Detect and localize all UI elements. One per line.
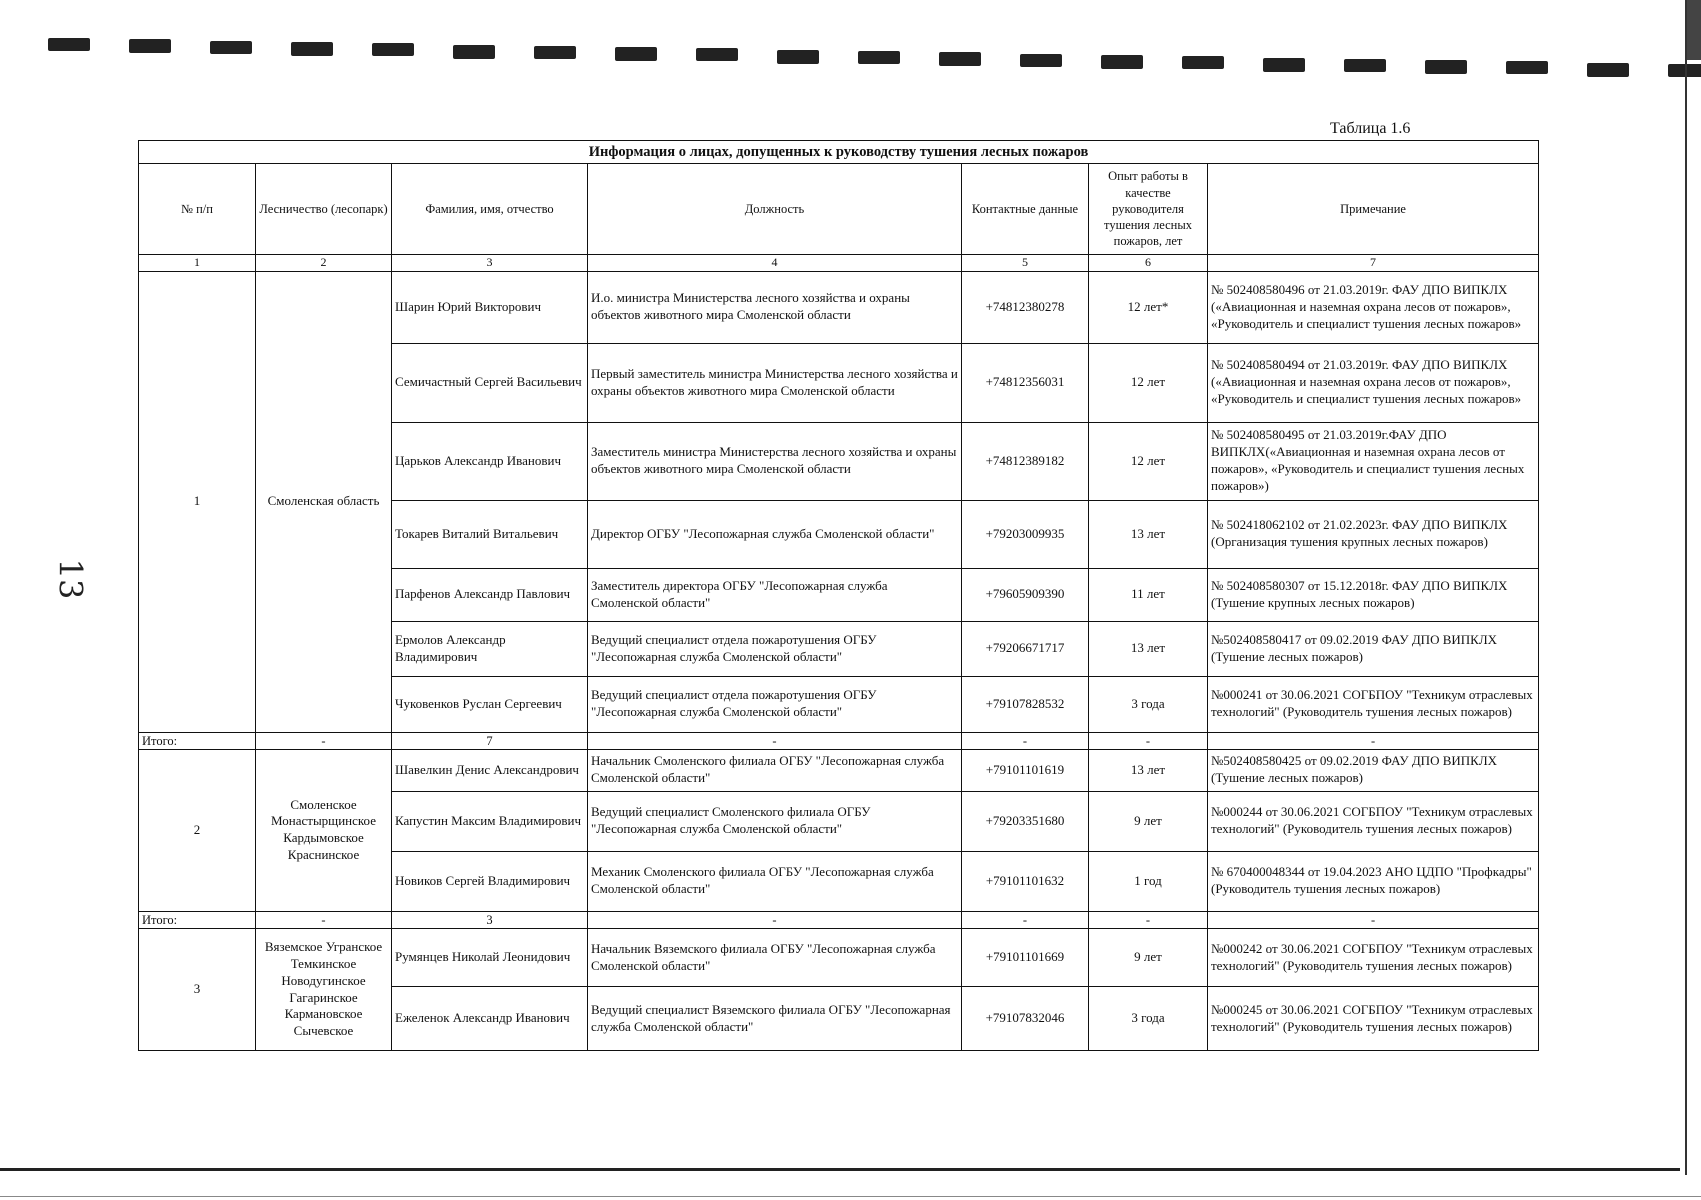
column-number-row xyxy=(139,255,1539,272)
person-experience: 13 лет xyxy=(1089,621,1208,676)
group-forestry: Смоленская область xyxy=(256,271,392,732)
col-number: 4 xyxy=(588,255,962,272)
scan-hole xyxy=(696,48,738,61)
header-position: Должность xyxy=(588,164,962,255)
total-row xyxy=(139,732,1539,749)
total-cell: - xyxy=(256,732,392,749)
person-phone: +79101101619 xyxy=(962,749,1089,791)
total-cell: - xyxy=(962,732,1089,749)
total-cell: - xyxy=(962,911,1089,928)
person-phone: +79107828532 xyxy=(962,676,1089,732)
person-position: Ведущий специалист Вяземского филиала ОГБУ "Лесопожарная служба Смоленской области" xyxy=(588,987,962,1051)
person-position: Первый заместитель министра Министерства лесного хозяйства и охраны объектов животного мира Смоленской области xyxy=(588,343,962,422)
person-position: Ведущий специалист отдела пожаротушения ОГБУ "Лесопожарная служба Смоленской области" xyxy=(588,621,962,676)
scan-hole xyxy=(1101,55,1143,69)
total-label: Итого: xyxy=(139,732,256,749)
col-number: 1 xyxy=(139,255,256,272)
person-experience: 13 лет xyxy=(1089,500,1208,568)
person-phone: +74812380278 xyxy=(962,271,1089,343)
group-forestry: Вяземское Угранское Темкинское Новодугинское Гагаринское Кармановское Сычевское xyxy=(256,929,392,1051)
scan-hole xyxy=(615,47,657,61)
col-number: 3 xyxy=(392,255,588,272)
scan-hole xyxy=(1182,56,1224,69)
scan-bottom-line xyxy=(0,1168,1680,1171)
person-position: Механик Смоленского филиала ОГБУ "Лесопожарная служба Смоленской области" xyxy=(588,851,962,911)
person-experience: 9 лет xyxy=(1089,791,1208,851)
person-experience: 12 лет xyxy=(1089,422,1208,500)
person-name: Токарев Виталий Витальевич xyxy=(392,500,588,568)
scan-right-edge xyxy=(1685,0,1687,1175)
total-cell: - xyxy=(1089,911,1208,928)
scan-hole xyxy=(453,45,495,59)
person-experience: 3 года xyxy=(1089,676,1208,732)
col-number: 2 xyxy=(256,255,392,272)
scan-hole xyxy=(534,46,576,59)
total-row xyxy=(139,911,1539,928)
person-name: Царьков Александр Иванович xyxy=(392,422,588,500)
person-experience: 1 год xyxy=(1089,851,1208,911)
person-position: И.о. министра Министерства лесного хозяйства и охраны объектов животного мира Смоленской области xyxy=(588,271,962,343)
person-phone: +79101101632 xyxy=(962,851,1089,911)
responsible-persons-table xyxy=(138,140,1539,1051)
total-cell: - xyxy=(1208,911,1539,928)
table-row xyxy=(139,271,1539,343)
total-label: Итого: xyxy=(139,911,256,928)
scan-hole-strip xyxy=(48,38,1688,86)
person-phone: +79203009935 xyxy=(962,500,1089,568)
person-name: Капустин Максим Владимирович xyxy=(392,791,588,851)
person-phone: +79605909390 xyxy=(962,568,1089,621)
person-note: № 502408580496 от 21.03.2019г. ФАУ ДПО ВИПКЛХ («Авиационная и наземная охрана лесов от пожаров», «Руководитель и специалист тушения лесных пожаров» xyxy=(1208,271,1539,343)
col-number: 5 xyxy=(962,255,1089,272)
person-note: № 502408580494 от 21.03.2019г. ФАУ ДПО ВИПКЛХ («Авиационная и наземная охрана лесов от пожаров», «Руководитель и специалист тушения лесных пожаров» xyxy=(1208,343,1539,422)
person-experience: 13 лет xyxy=(1089,749,1208,791)
scan-hole xyxy=(1587,63,1629,77)
person-name: Ермолов Александр Владимирович xyxy=(392,621,588,676)
person-note: №000245 от 30.06.2021 СОГБПОУ "Техникум отраслевых технологий" (Руководитель тушения лесных пожаров) xyxy=(1208,987,1539,1051)
person-experience: 9 лет xyxy=(1089,929,1208,987)
col-number: 7 xyxy=(1208,255,1539,272)
scan-hole xyxy=(777,50,819,64)
table-title: Информация о лицах, допущенных к руководству тушения лесных пожаров xyxy=(139,141,1539,164)
person-name: Чуковенков Руслан Сергеевич xyxy=(392,676,588,732)
page-number: 13 xyxy=(51,558,90,600)
person-position: Начальник Вяземского филиала ОГБУ "Лесопожарная служба Смоленской области" xyxy=(588,929,962,987)
person-note: №000242 от 30.06.2021 СОГБПОУ "Техникум отраслевых технологий" (Руководитель тушения лесных пожаров) xyxy=(1208,929,1539,987)
person-phone: +79203351680 xyxy=(962,791,1089,851)
person-note: №502408580417 от 09.02.2019 ФАУ ДПО ВИПКЛХ (Тушение лесных пожаров) xyxy=(1208,621,1539,676)
group-num: 3 xyxy=(139,929,256,1051)
scan-hole xyxy=(291,42,333,56)
person-name: Шарин Юрий Викторович xyxy=(392,271,588,343)
total-cell: - xyxy=(588,732,962,749)
total-cell: - xyxy=(1089,732,1208,749)
person-experience: 11 лет xyxy=(1089,568,1208,621)
table-row xyxy=(139,929,1539,987)
table-row xyxy=(139,749,1539,791)
person-experience: 3 года xyxy=(1089,987,1208,1051)
scan-hole xyxy=(858,51,900,64)
header-forestry: Лесничество (лесопарк) xyxy=(256,164,392,255)
col-number: 6 xyxy=(1089,255,1208,272)
person-note: № 502408580307 от 15.12.2018г. ФАУ ДПО ВИПКЛХ (Тушение крупных лесных пожаров) xyxy=(1208,568,1539,621)
person-phone: +79107832046 xyxy=(962,987,1089,1051)
header-experience: Опыт работы в качестве руководителя тушения лесных пожаров, лет xyxy=(1089,164,1208,255)
person-phone: +74812389182 xyxy=(962,422,1089,500)
person-name: Парфенов Александр Павлович xyxy=(392,568,588,621)
person-name: Новиков Сергей Владимирович xyxy=(392,851,588,911)
person-position: Ведущий специалист Смоленского филиала ОГБУ "Лесопожарная служба Смоленской области" xyxy=(588,791,962,851)
total-count: 3 xyxy=(392,911,588,928)
person-name: Шавелкин Денис Александрович xyxy=(392,749,588,791)
person-phone: +74812356031 xyxy=(962,343,1089,422)
header-note: Примечание xyxy=(1208,164,1539,255)
header-row xyxy=(139,164,1539,255)
person-name: Семичастный Сергей Васильевич xyxy=(392,343,588,422)
scan-hole xyxy=(1020,54,1062,67)
scan-hole xyxy=(1425,60,1467,74)
person-position: Начальник Смоленского филиала ОГБУ "Лесопожарная служба Смоленской области" xyxy=(588,749,962,791)
person-position: Ведущий специалист отдела пожаротушения ОГБУ "Лесопожарная служба Смоленской области" xyxy=(588,676,962,732)
person-note: №502408580425 от 09.02.2019 ФАУ ДПО ВИПКЛХ (Тушение лесных пожаров) xyxy=(1208,749,1539,791)
group-num: 2 xyxy=(139,749,256,911)
person-experience: 12 лет xyxy=(1089,343,1208,422)
group-forestry: Смоленское Монастырщинское Кардымовское Краснинское xyxy=(256,749,392,911)
person-position: Директор ОГБУ "Лесопожарная служба Смоленской области" xyxy=(588,500,962,568)
person-position: Заместитель директора ОГБУ "Лесопожарная служба Смоленской области" xyxy=(588,568,962,621)
total-cell: - xyxy=(588,911,962,928)
person-phone: +79101101669 xyxy=(962,929,1089,987)
total-cell: - xyxy=(1208,732,1539,749)
person-note: № 670400048344 от 19.04.2023 АНО ЦДПО "Профкадры" (Руководитель тушения лесных пожаров) xyxy=(1208,851,1539,911)
person-name: Румянцев Николай Леонидович xyxy=(392,929,588,987)
person-note: № 502408580495 от 21.03.2019г.ФАУ ДПО ВИПКЛХ(«Авиационная и наземная охрана лесов от пожаров», «Руководитель и специалист тушения лесных пожаров») xyxy=(1208,422,1539,500)
scan-hole xyxy=(210,41,252,54)
scan-hole xyxy=(939,52,981,66)
total-cell: - xyxy=(256,911,392,928)
person-experience: 12 лет* xyxy=(1089,271,1208,343)
scan-hole xyxy=(1263,58,1305,72)
scan-hole xyxy=(1506,61,1548,74)
table-label: Таблица 1.6 xyxy=(1330,120,1411,137)
scan-hole xyxy=(1344,59,1386,72)
person-note: №000244 от 30.06.2021 СОГБПОУ "Техникум отраслевых технологий" (Руководитель тушения лесных пожаров) xyxy=(1208,791,1539,851)
person-note: № 502418062102 от 21.02.2023г. ФАУ ДПО ВИПКЛХ (Организация тушения крупных лесных пожаров) xyxy=(1208,500,1539,568)
group-num: 1 xyxy=(139,271,256,732)
scan-right-edge-tab xyxy=(1687,0,1701,60)
scan-bottom-line-2 xyxy=(0,1196,1701,1197)
scan-hole xyxy=(129,39,171,53)
header-name: Фамилия, имя, отчество xyxy=(392,164,588,255)
total-count: 7 xyxy=(392,732,588,749)
person-note: №000241 от 30.06.2021 СОГБПОУ "Техникум отраслевых технологий" (Руководитель тушения лесных пожаров) xyxy=(1208,676,1539,732)
scan-hole xyxy=(48,38,90,51)
scan-hole xyxy=(372,43,414,56)
person-phone: +79206671717 xyxy=(962,621,1089,676)
person-position: Заместитель министра Министерства лесного хозяйства и охраны объектов животного мира Смоленской области xyxy=(588,422,962,500)
header-num: № п/п xyxy=(139,164,256,255)
person-name: Ежеленок Александр Иванович xyxy=(392,987,588,1051)
header-contacts: Контактные данные xyxy=(962,164,1089,255)
